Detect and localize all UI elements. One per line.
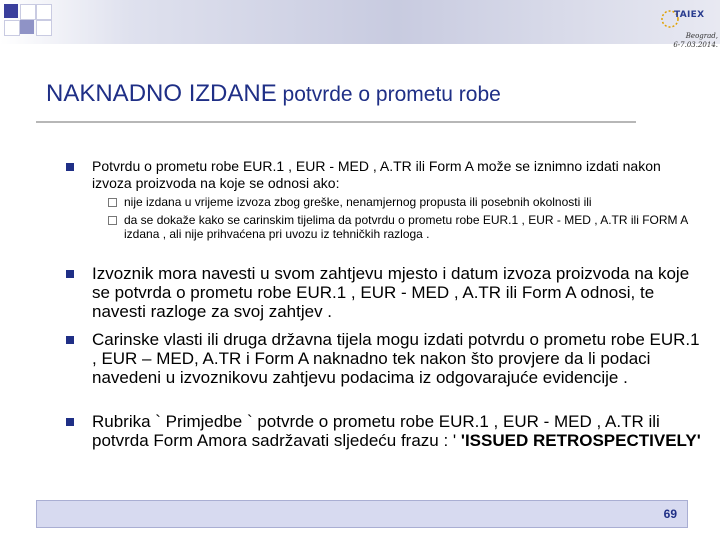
title-main: NAKNADNO IZDANE <box>46 80 277 107</box>
footer-bar <box>36 500 688 528</box>
list-item <box>92 412 702 450</box>
place-text: Beograd, <box>685 32 718 40</box>
list-item: Carinske vlasti ili druga državna tijela mogu izdati potvrdu o prometu robe EUR.1 , EUR – MED, A.TR i Form A naknadno tek nakon što provjere da li podaci navedeni u izvoznikovu zahtjevu podacima iz odgovarajuće evidencije . <box>92 330 700 387</box>
bullet-marker <box>66 418 74 426</box>
corner-squares-decoration <box>0 0 60 44</box>
sub-bullet-marker <box>108 216 117 225</box>
taiex-logo-text: TAIEX <box>674 10 705 20</box>
title-divider <box>36 121 636 123</box>
bullet-marker <box>66 163 74 171</box>
title-rest: potvrde o prometu robe <box>276 83 501 106</box>
sub-list-item: nije izdana u vrijeme izvoza zbog greške, nenamjernog propusta ili posebnih okolnosti ili <box>124 195 592 209</box>
list-item: Potvrdu o prometu robe EUR.1 , EUR - MED , A.TR ili Form A može se iznimno izdati nakon izvoza proizvoda na koje se odnosi ako: <box>92 158 661 191</box>
page-title <box>46 80 501 108</box>
sub-list-item: da se dokaže kako se carinskim tijelima da potvrdu o prometu robe EUR.1 , EUR - MED , A.TR ili FORM A izdana , ali nije prihvaćena pri uvozu iz tehničkih razloga . <box>124 213 688 241</box>
list-item: Izvoznik mora navesti u svom zahtjevu mjesto i datum izvoza proizvoda na koje se potvrda o prometu robe EUR.1 , EUR - MED , A.TR ili Form A odnosi, te navesti razloge za svoj zahtjev . <box>92 264 690 321</box>
bullet-marker <box>66 336 74 344</box>
list-item-bold-phrase: 'ISSUED RETROSPECTIVELY' <box>460 431 701 450</box>
bullet-marker <box>66 270 74 278</box>
top-decorative-band <box>0 0 720 44</box>
place-date <box>666 32 718 50</box>
page-number: 69 <box>663 507 677 521</box>
sub-bullet-marker <box>108 198 117 207</box>
list-item-text: Rubrika ` Primjedbe ` potvrde o prometu robe EUR.1 , EUR - MED , A.TR ili potvrda Form Amora sadržavati sljedeću frazu : ' <box>92 412 660 450</box>
date-text: 6-7.03.2014. <box>673 41 718 49</box>
